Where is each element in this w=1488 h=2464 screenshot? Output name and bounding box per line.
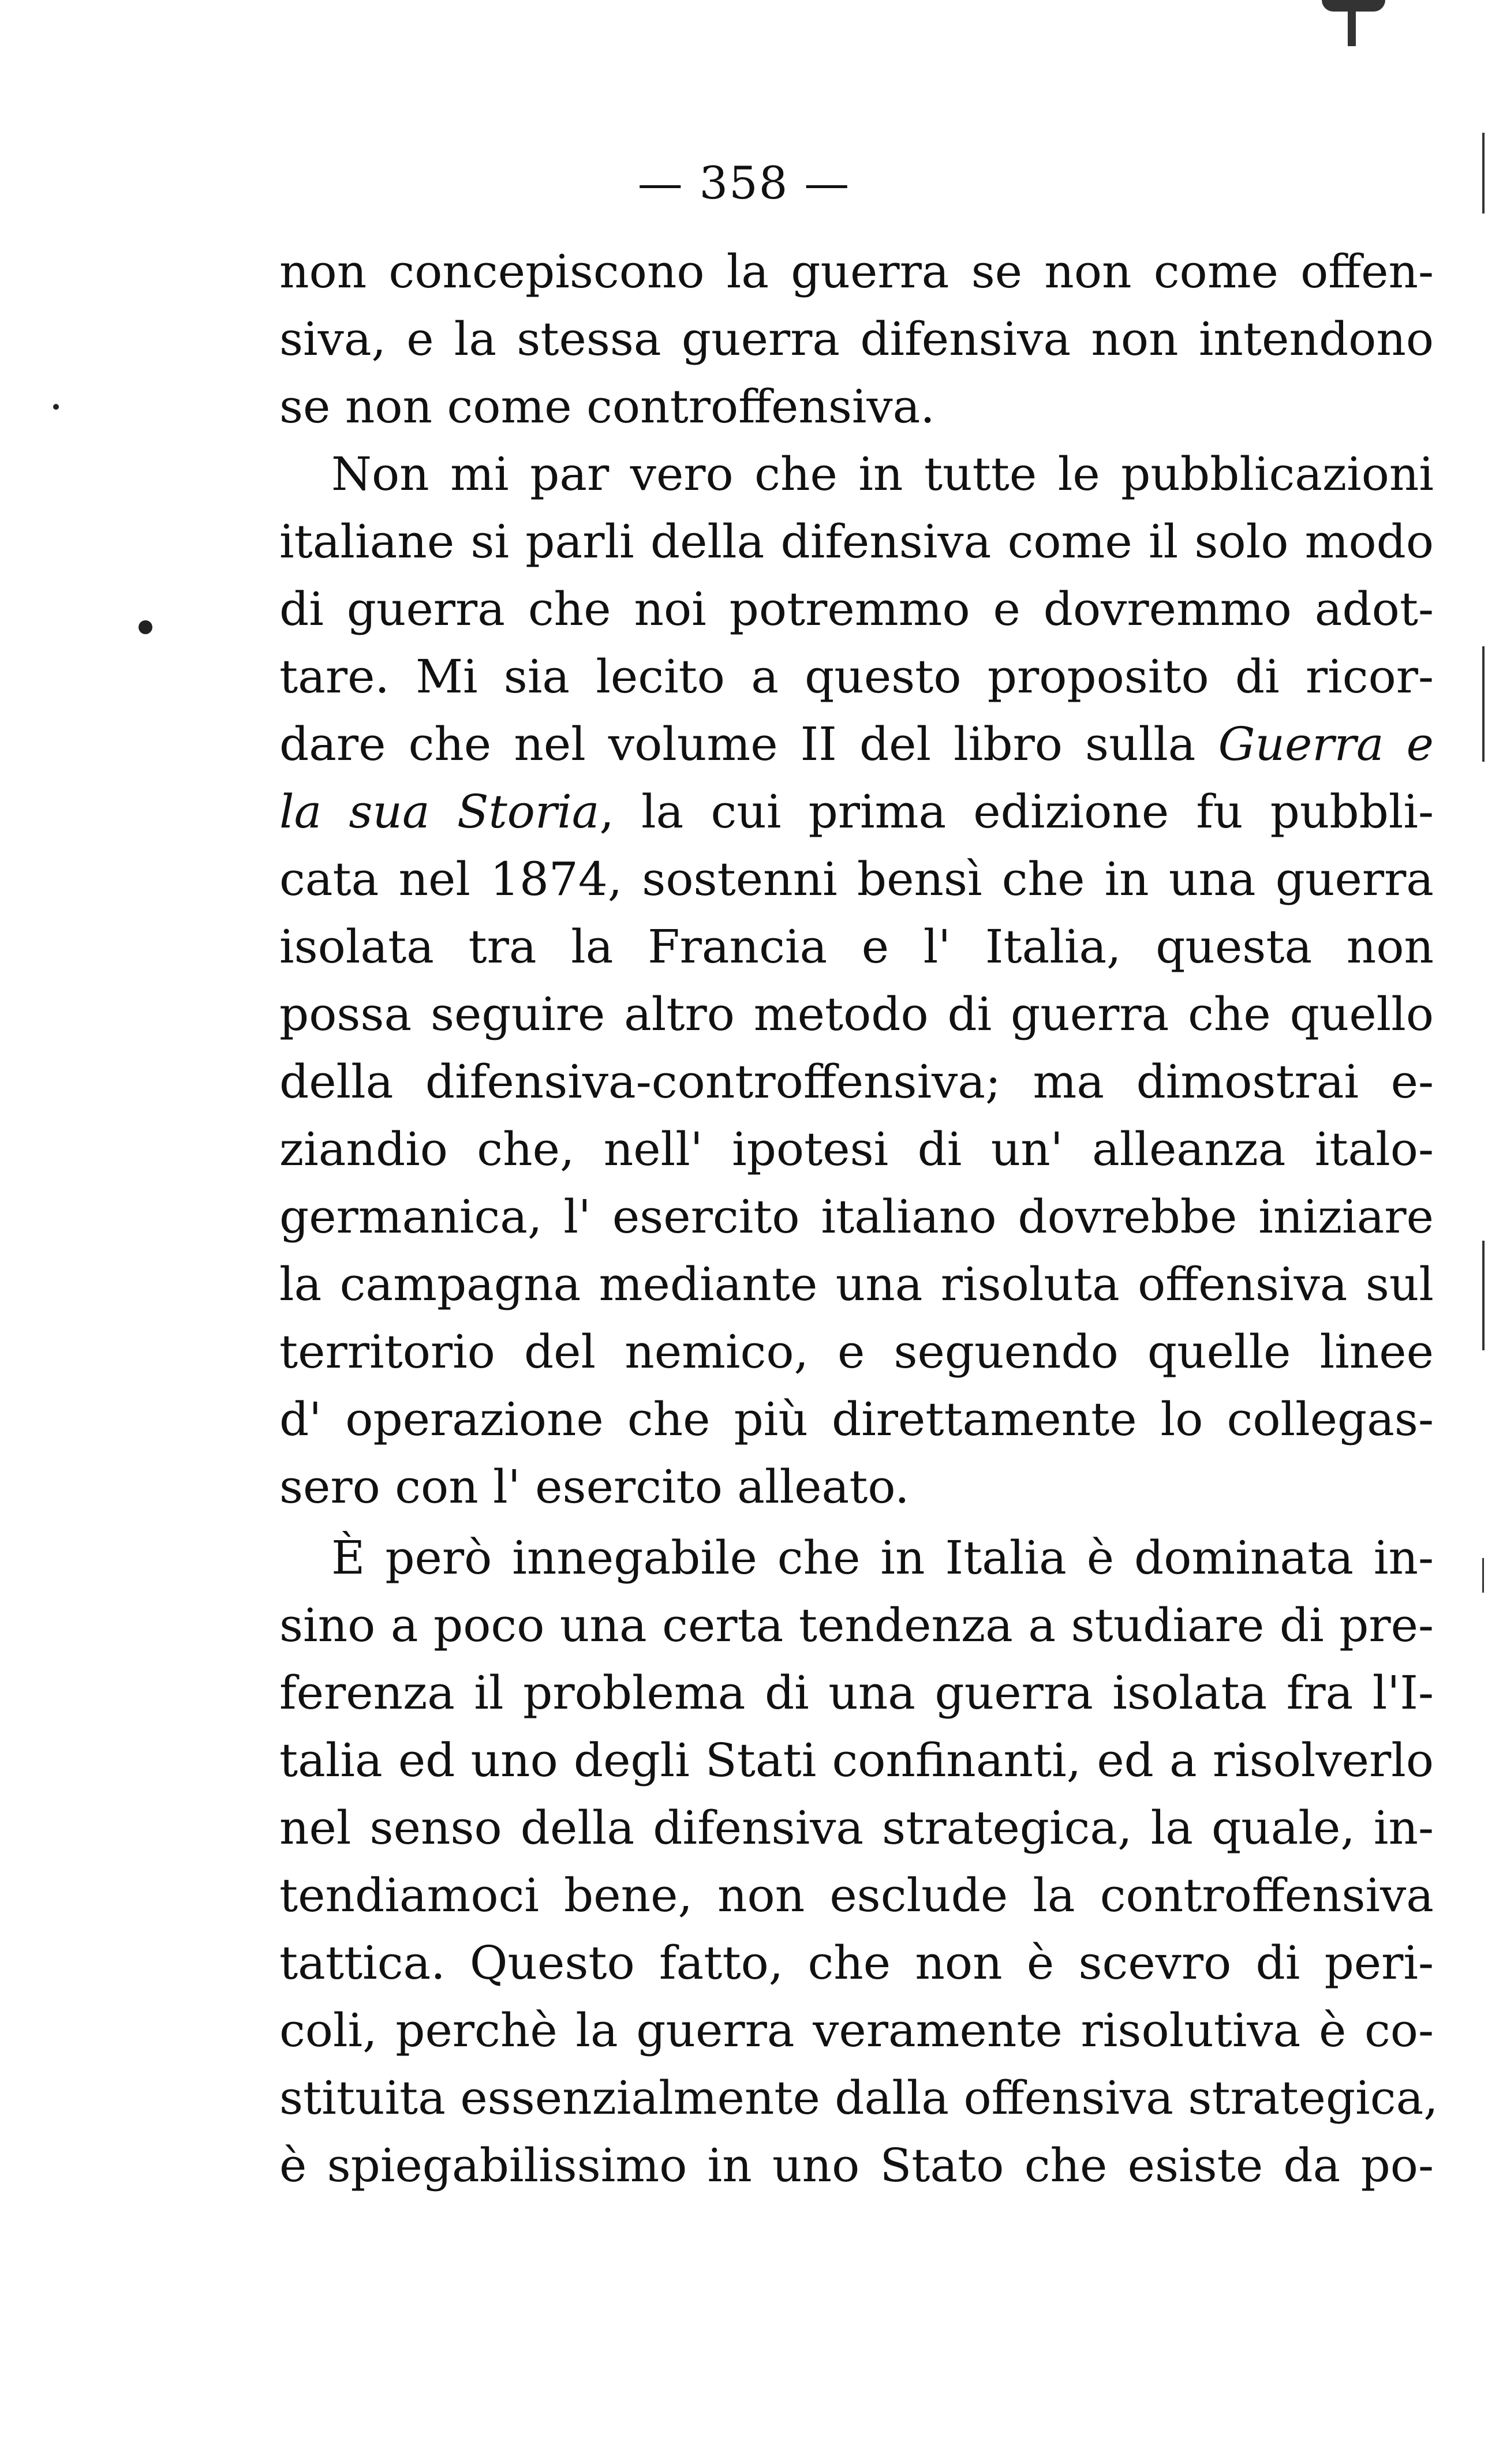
text-line: coli, perchè la guerra veramente risolutiva è co- [279,2004,1434,2057]
scan-speck [53,404,59,410]
scan-edge-line [1348,12,1356,46]
text-line: ziandio che, nell' ipotesi di un' alleanza italo- [279,1122,1434,1176]
text-line: germanica, l' esercito italiano dovrebbe iniziare [279,1190,1434,1244]
text-line: se non come controffensiva. [279,380,935,433]
text-line: tattica. Questo fatto, che non è scevro di peri- [279,1936,1434,1990]
text-line: tare. Mi sia lecito a questo proposito di ricor- [279,650,1434,703]
body-text [279,238,1438,2199]
text-line: territorio del nemico, e seguendo quelle linee [279,1325,1434,1379]
text-line: tendiamoci bene, non esclude la controffensiva [279,1868,1434,1922]
text-line: nel senso della difensiva strategica, la quale, in- [279,1801,1434,1855]
text-line: siva, e la stessa guerra difensiva non intendono [279,312,1434,366]
text-line: sino a poco una certa tendenza a studiare di pre- [279,1598,1434,1652]
text-line: la campagna mediante una risoluta offensiva sul [279,1257,1434,1311]
book-title-italic: Guerra e [1218,717,1434,771]
text-line: isolata tra la Francia e l' Italia, questa non [279,920,1434,973]
scan-edge-line [1482,646,1485,762]
book-title-italic: la sua Storia [279,785,600,838]
text-line: italiane si parli della difensiva come il solo modo [279,515,1434,568]
text-line: non concepiscono la guerra se non come offen- [279,245,1434,298]
text-line: Non mi par vero che in tutte le pubblicazioni [331,447,1434,501]
text-line: cata nel 1874, sostenni bensì che in una guerra [279,852,1434,906]
text-line: stituita essenzialmente dalla offensiva strategica, [279,2071,1438,2125]
text-line-with-italic: la sua Storia, la cui prima edizione fu pubbli- [279,785,1434,838]
text-line: è spiegabilissimo in uno Stato che esiste da po- [279,2139,1434,2192]
text-line: d' operazione che più direttamente lo collegas- [279,1392,1434,1446]
scan-edge-line [1482,1558,1484,1593]
text-line: ferenza il problema di una guerra isolata fra l'I- [279,1666,1434,1720]
scan-edge-line [1322,0,1385,12]
text-line-with-italic: dare che nel volume II del libro sulla Guerra e [279,717,1434,771]
page-number: — 358 — [637,158,851,209]
text-line: talia ed uno degli Stati confinanti, ed a risolverlo [279,1733,1434,1787]
text-line: della difensiva-controffensiva; ma dimostrai e- [279,1055,1434,1109]
scan-edge-line [1482,1241,1485,1350]
text-line: possa seguire altro metodo di guerra che quello [279,987,1434,1041]
scan-edge-line [1482,133,1485,214]
text-line: di guerra che noi potremmo e dovremmo adot- [279,582,1434,636]
text-line: sero con l' esercito alleato. [279,1460,910,1514]
text-line: È però innegabile che in Italia è dominata in- [331,1531,1434,1585]
scan-speck [139,620,152,634]
